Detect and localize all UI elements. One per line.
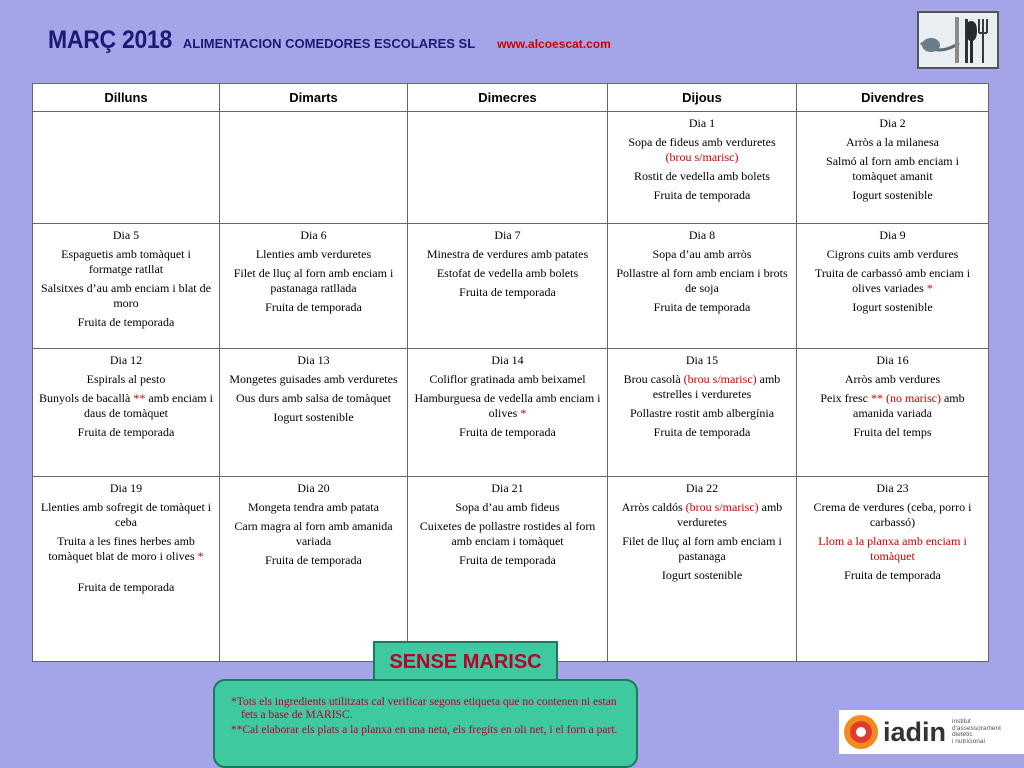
iadin-wordmark: iadin bbox=[883, 716, 947, 747]
dish-item: Crema de verdures (ceba, porro i carbassó) bbox=[813, 500, 972, 529]
dish-item: Iogurt sostenible bbox=[661, 568, 743, 582]
menu-cell bbox=[33, 349, 220, 477]
day-number: Dia 12 bbox=[109, 353, 143, 367]
dish-item: Coliflor gratinada amb beixamel bbox=[429, 372, 586, 386]
dish-item: Iogurt sostenible bbox=[852, 188, 933, 202]
menu-cell bbox=[220, 349, 408, 477]
day-number: Dia 20 bbox=[297, 481, 330, 495]
day-header: Dijous bbox=[608, 84, 797, 112]
dish-item: Mongetes guisades amb verduretes bbox=[229, 372, 398, 386]
menu-cell bbox=[608, 349, 797, 477]
dish-item: Minestra de verdures amb patates bbox=[426, 247, 589, 261]
dish-item: Filet de lluç al forn amb enciam i pastanaga bbox=[622, 534, 782, 563]
website-link[interactable]: www.alcoescat.com bbox=[497, 37, 611, 51]
menu-cell bbox=[797, 477, 989, 662]
week-row bbox=[33, 477, 989, 662]
day-header-row bbox=[33, 84, 989, 112]
dish-item: Salsitxes d’au amb enciam i blat de moro bbox=[41, 281, 211, 310]
dish-item: Sopa d’au amb arròs bbox=[652, 247, 752, 261]
day-number: Dia 7 bbox=[494, 228, 521, 242]
menu-cell bbox=[608, 477, 797, 662]
day-number: Dia 5 bbox=[112, 228, 140, 242]
header bbox=[48, 26, 611, 55]
day-number: Dia 22 bbox=[685, 481, 719, 495]
dish-item: Fruita de temporada bbox=[77, 580, 175, 594]
day-number: Dia 15 bbox=[685, 353, 719, 367]
day-number: Dia 2 bbox=[879, 116, 906, 130]
month-title: MARÇ 2018 bbox=[48, 26, 173, 54]
menu-cell bbox=[408, 224, 608, 349]
dish-item: Truita a les fines herbes amb tomàquet blat de moro i olives * bbox=[48, 534, 204, 563]
dish-item: Llom a la planxa amb enciam i tomàquet bbox=[818, 534, 967, 563]
dish-item: Espirals al pesto bbox=[86, 372, 166, 386]
dish-item: Fruita de temporada bbox=[653, 425, 751, 439]
dish-item: Fruita de temporada bbox=[77, 315, 175, 329]
dish-item: Peix fresc ** (no marisc) amb amanida variada bbox=[820, 391, 965, 420]
menu-cell bbox=[220, 224, 408, 349]
dish-item: Fruita de temporada bbox=[653, 188, 751, 202]
day-header: Dimecres bbox=[408, 84, 608, 112]
dish-item: Sopa d’au amb fideus bbox=[455, 500, 560, 514]
iadin-logo-icon bbox=[843, 714, 879, 750]
week-row bbox=[33, 349, 989, 477]
day-header: Dimarts bbox=[220, 84, 408, 112]
iadin-logo bbox=[839, 710, 1024, 754]
dish-item: Fruita del temps bbox=[853, 425, 932, 439]
dish-item: Fruita de temporada bbox=[459, 285, 556, 299]
menu-cell bbox=[408, 349, 608, 477]
day-header: Dilluns bbox=[33, 84, 220, 112]
dish-item: Estofat de vedella amb bolets bbox=[436, 266, 579, 280]
menu-cell bbox=[408, 112, 608, 224]
day-number: Dia 19 bbox=[109, 481, 143, 495]
dish-item: Llenties amb sofregit de tomàquet i ceba bbox=[40, 500, 212, 529]
dish-item: Espaguetis amb tomàquet i formatge ratllat bbox=[61, 247, 191, 276]
menu-cell bbox=[797, 349, 989, 477]
menu-cell bbox=[33, 112, 220, 224]
week-row bbox=[33, 112, 989, 224]
iadin-subtitle: institut d'assessorament dietètic i nutricional bbox=[952, 718, 1001, 745]
dish-item: Carn magra al forn amb amanida variada bbox=[234, 519, 393, 548]
day-header: Divendres bbox=[797, 84, 989, 112]
menu-cell bbox=[797, 112, 989, 224]
dish-item: Arròs caldós (brou s/marisc) amb verduretes bbox=[621, 500, 783, 529]
menu-cell bbox=[797, 224, 989, 349]
sense-marisc-label: SENSE MARISC bbox=[373, 641, 558, 683]
dish-item: Fruita de temporada bbox=[77, 425, 175, 439]
dish-item: Truita de carbassó amb enciam i olives variades * bbox=[814, 266, 971, 295]
weekly-menu-table bbox=[32, 83, 989, 662]
day-number: Dia 8 bbox=[688, 228, 716, 242]
day-number: Dia 21 bbox=[491, 481, 524, 495]
week-row bbox=[33, 224, 989, 349]
dish-item: Llenties amb verduretes bbox=[255, 247, 372, 261]
dish-item: Fruita de temporada bbox=[459, 553, 556, 567]
dish-item: Bunyols de bacallà ** amb enciam i daus de tomàquet bbox=[39, 391, 213, 420]
menu-cell bbox=[608, 112, 797, 224]
dish-item: Pollastre rostit amb albergínia bbox=[629, 406, 775, 420]
dish-item: Pollastre al forn amb enciam i brots de soja bbox=[616, 266, 788, 295]
dish-item: Rostit de vedella amb bolets bbox=[634, 169, 770, 183]
allergen-note bbox=[213, 679, 638, 768]
menu-cell bbox=[220, 477, 408, 662]
dish-item: Fruita de temporada bbox=[265, 553, 362, 567]
dish-item: Mongeta tendra amb patata bbox=[248, 500, 379, 514]
dish-item: Sopa de fideus amb verduretes (brou s/marisc) bbox=[628, 135, 776, 164]
note-line: *Tots els ingredients utilitzats cal verificar segons etiqueta que no contenen ni estan fets a base de MARISC. bbox=[231, 696, 617, 721]
cutlery-logo bbox=[917, 11, 999, 69]
menu-cell bbox=[408, 477, 608, 662]
dish-item: Fruita de temporada bbox=[459, 425, 556, 439]
menu-cell bbox=[33, 477, 220, 662]
dish-item: Cuixetes de pollastre rostides al forn amb enciam i tomàquet bbox=[419, 519, 596, 548]
day-number: Dia 1 bbox=[688, 116, 716, 130]
menu-cell bbox=[220, 112, 408, 224]
menu-cell bbox=[33, 224, 220, 349]
day-number: Dia 23 bbox=[876, 481, 909, 495]
dish-item: Iogurt sostenible bbox=[852, 300, 933, 314]
day-number: Dia 16 bbox=[876, 353, 909, 367]
dish-item: Brou casolà (brou s/marisc) amb estrelles i verduretes bbox=[623, 372, 781, 401]
dish-item: Fruita de temporada bbox=[844, 568, 941, 582]
menu-cell bbox=[608, 224, 797, 349]
dish-item: Fruita de temporada bbox=[653, 300, 751, 314]
dish-item: Ous durs amb salsa de tomàquet bbox=[236, 391, 391, 405]
day-number: Dia 9 bbox=[879, 228, 906, 242]
note-line: **Cal elaborar els plats a la planxa en una neta, els fregits en oli net, i el forn a part. bbox=[231, 724, 618, 736]
company-name: ALIMENTACION COMEDORES ESCOLARES SL bbox=[182, 36, 476, 51]
day-number: Dia 14 bbox=[491, 353, 524, 367]
dish-item: Salmó al forn amb enciam i tomàquet amanit bbox=[826, 154, 959, 183]
dish-item: Fruita de temporada bbox=[265, 300, 362, 314]
day-number: Dia 13 bbox=[297, 353, 330, 367]
dish-item: Arròs amb verdures bbox=[844, 372, 941, 386]
day-number: Dia 6 bbox=[300, 228, 327, 242]
dish-item: Filet de lluç al forn amb enciam i pastanaga ratllada bbox=[233, 266, 394, 295]
dish-item: Hamburguesa de vedella amb enciam i olives * bbox=[414, 391, 601, 420]
dish-item: Arròs a la milanesa bbox=[846, 135, 939, 149]
dish-item: Iogurt sostenible bbox=[273, 410, 354, 424]
dish-item: Cigrons cuits amb verdures bbox=[826, 247, 959, 261]
